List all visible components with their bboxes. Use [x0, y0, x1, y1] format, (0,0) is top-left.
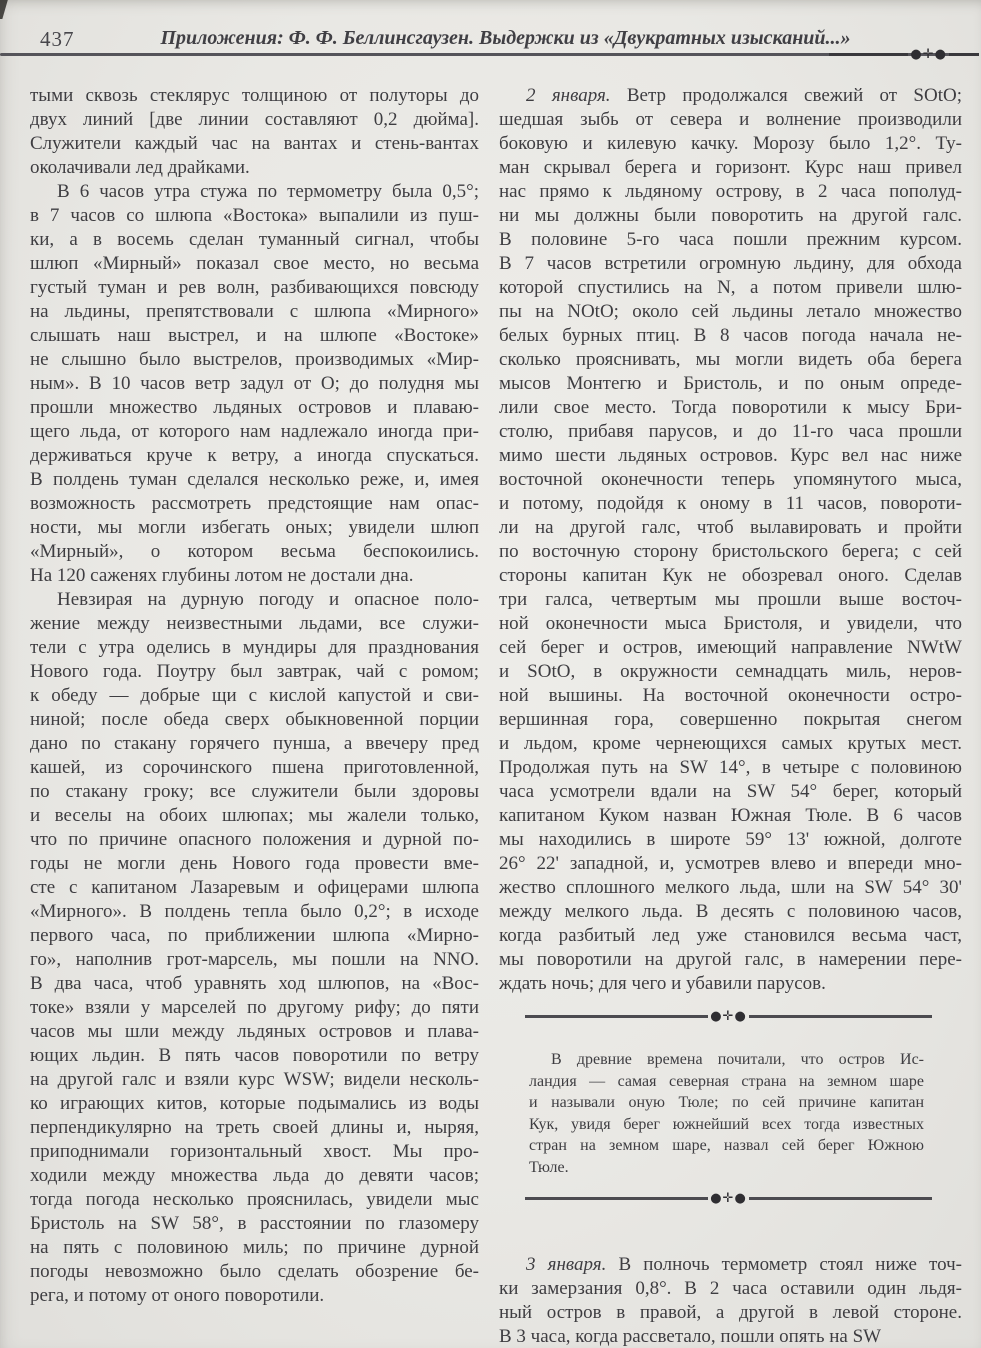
floral-divider-icon: ●✛●	[710, 1009, 747, 1024]
text-line: в 7 часов со шлюпа «Востока» выпалили из пуш-	[30, 205, 479, 226]
text-line: Кук, увидя берег южнейший всех тогда известных	[529, 1115, 924, 1133]
text-line: прошли множество льдяных островов и плаваю-	[30, 397, 479, 418]
text-line: по стакану гроку; все служители были здоровы	[30, 781, 479, 802]
text-line: на другой галс и взяли курс WSW; видели несколь-	[30, 1069, 479, 1090]
text-line: белых бурных птиц. В 8 часов погода начала не-	[499, 325, 962, 346]
text-line: двух линий [две линии составляют 0,2 дюйма].	[30, 109, 479, 130]
text-line: тогда погода несколько прояснилась, увидели мыс	[30, 1189, 479, 1210]
ornament-line	[749, 1197, 932, 1200]
text-line: В половине 5-го часа пошли прежним курсом.	[499, 229, 962, 250]
text-line: В 3 часа, когда рассветало, пошли опять на SW	[499, 1326, 882, 1347]
text-line: первого часа, по приближении шлюпа «Мирно-	[30, 925, 479, 946]
right-column	[499, 84, 962, 1348]
text-line: Служители каждый час на вантах и стень-вантах	[30, 133, 479, 154]
text-line: и потому, подойдя к оному в 11 часов, повороти-	[499, 493, 962, 514]
text-line: на пять с половиною миль; по причине дурной	[30, 1237, 479, 1258]
date-lead-italic: 2 января.	[526, 85, 627, 106]
text-line: Нового года. Поутру был завтрак, чай с ромом;	[30, 661, 479, 682]
text-line: ходили между множества льда до девяти часов;	[30, 1165, 479, 1186]
text-line: ландия — самая северная страна на земном шаре	[529, 1072, 924, 1090]
text-line: столю, прибавя парусов, и до 11-го часа прошли	[499, 421, 962, 442]
text-line: Бристоль на SW 58°, в расстоянии по глазомеру	[30, 1213, 479, 1234]
text-line: жение между неизвестными льдами, все служи-	[30, 613, 479, 634]
text-line: ки замерзания 0,8°. В 2 часа оставили один льдя-	[499, 1278, 962, 1299]
text-line: и называли оную Тюле; по сей причине капитан	[529, 1094, 924, 1111]
text-line: Тюле.	[529, 1158, 569, 1176]
text-line: приподнимали горизонтальный хвост. Мы про-	[30, 1141, 479, 1162]
text-line: рега, и потому от оного поворотили.	[30, 1285, 325, 1306]
text-line: и веселы на обоих шлюпах; мы жалели только,	[30, 805, 479, 826]
header-divider-ornament	[829, 48, 979, 61]
paragraph	[499, 84, 962, 996]
text-line: «Мирный», о котором весьма беспокоились.	[30, 541, 479, 562]
section-divider	[525, 1010, 932, 1023]
text-line: мысов Монтегю и Бристоль, и по оным опреде-	[499, 373, 962, 394]
floral-divider-icon: ●✛●	[710, 1191, 747, 1206]
text-line: В древние времена почитали, что остров Ис-	[551, 1051, 924, 1068]
text-line: ки, а в восемь сделан туманный сигнал, чтобы	[30, 229, 479, 250]
text-line: годы не могли день Нового года провести вме-	[30, 853, 479, 874]
text-line: к обеду — добрые щи с кислой капустой и сви-	[30, 685, 479, 706]
text-line: ным». В 10 часов ветр задул от О; до полудня мы	[30, 373, 479, 394]
text-line: тыми сквозь стеклярус толщиною от полуторы до	[30, 85, 479, 106]
text-line: слышать наш выстрел, и на шлюпе «Востоке»	[30, 325, 479, 346]
paragraph	[30, 84, 479, 180]
text-line: токе» взяли у марселей по другому рифу; до пяти	[30, 997, 479, 1018]
text-line: 3 января. В полночь термометр стоял ниже точ-	[526, 1254, 962, 1275]
text-line: В 7 часов встретили огромную льдину, для обхода	[499, 253, 962, 274]
ornament-line	[525, 1197, 708, 1200]
text-line: боковую и килевую качку. Морозу было 1,2°. Ту-	[499, 133, 962, 154]
text-line: На 120 саженях глубины лотом не достали дна.	[30, 565, 414, 586]
text-line: восточной оконечности теперь упомянутого мыса,	[499, 469, 962, 490]
text-line: ни мы должны были поворотить на другой галс.	[499, 205, 962, 226]
text-line: 26° 22' западной, и, усмотрев влево и впереди мно-	[499, 853, 962, 874]
text-line: возможность рассмотреть предстоящие нам опас-	[30, 493, 479, 514]
footnote-block	[529, 1049, 924, 1178]
page-number: 437	[40, 27, 75, 51]
text-line: капитаном Куком назван Южная Тюле. В 6 часов	[499, 805, 962, 826]
text-line: густый туман и рев волн, разбивающихся повсюду	[30, 277, 479, 298]
header-rule	[0, 53, 967, 56]
text-line: го», наполнив грот-марсель, мы пошли на NNO.	[30, 949, 479, 970]
text-line: которой спустились на N, а потом привели шлю-	[499, 277, 962, 298]
text-line: ман скрывал берега и горизонт. Курс наш привел	[499, 157, 962, 178]
text-line: В 6 часов утра стужа по термометру была 0,5°;	[57, 181, 479, 202]
ornament-line	[829, 53, 908, 56]
text-line: что по причине опасного положения и дурной по-	[30, 829, 479, 850]
ornament-line	[525, 1015, 708, 1018]
paragraph	[499, 1253, 962, 1348]
text-line: щего льда, от которого нам надлежало иногда при-	[30, 421, 479, 442]
text-line: стороны капитан Кук не обозревал оного. Сделав	[499, 565, 962, 586]
text-line: по восточную сторону бристольского берега; с сей	[499, 541, 962, 562]
text-line: когда разбитый лед уже становился весьма част,	[499, 925, 962, 946]
text-line: околачивали лед драйками.	[30, 157, 250, 178]
left-column	[30, 84, 479, 1308]
text-line: перпендикулярно на треть своей длины и, ныряя,	[30, 1117, 479, 1138]
text-line: В два часа, чтоб уравнять ход шлюпов, на «Вос-	[30, 973, 479, 994]
text-line: мы находились в широте 59° 13' южной, долготе	[499, 829, 962, 850]
text-line: пы на NOtO; около сей льдины летало множество	[499, 301, 962, 322]
text-line: сей берег и остров, имеющий направление NWtW	[499, 637, 962, 658]
text-line: ной оконечности мыса Бристоля, и увидели, что	[499, 613, 962, 634]
text-line: вершинная гора, совершенно покрытая снегом	[499, 709, 962, 730]
text-line: ли на другой галс, чтоб вылавировать и пройти	[499, 517, 962, 538]
text-line: ной вышины. На восточной оконечности остро-	[499, 685, 962, 706]
text-line: мы поворотили на другой галс, в намерении пере-	[499, 949, 962, 970]
text-line: дано по стакану горячего пунша, а ввечеру пред	[30, 733, 479, 754]
text-line: шлюп «Мирный» показал свое место, но весьма	[30, 253, 479, 274]
text-line: часа усмотрели вдали на SW 54° берег, который	[499, 781, 962, 802]
text-line: ждать ночь; для чего и убавили парусов.	[499, 973, 826, 994]
text-line: и SOtO, в окружности семнадцать миль, неров-	[499, 661, 962, 682]
section-divider	[525, 1192, 932, 1205]
text-line: ности, мы могли избегать оных; увидели шлюп	[30, 517, 479, 538]
text-line: на льдины, препятствовали с шлюпа «Мирного»	[30, 301, 479, 322]
paragraph	[529, 1049, 924, 1178]
text-line: лили свое место. Тогда поворотили к мысу Бри-	[499, 397, 962, 418]
text-line: сколько прояснивать, мы могли видеть оба берега	[499, 349, 962, 370]
text-line: В полдень туман сделался несколько реже, и, имея	[30, 469, 479, 490]
text-line: стран на земном шаре, назвал сей берег Южною	[529, 1137, 924, 1154]
text-line: Продолжая путь на SW 14°, в четыре с половиною	[499, 757, 962, 778]
text-line: «Мирного». В полдень тепла было 0,2°; в исходе	[30, 901, 479, 922]
text-line: не слышно было выстрелов, производимых «Мир-	[30, 349, 479, 370]
text-line: часов мы шли между льдяных островов и плава-	[30, 1021, 479, 1042]
text-line: нас прямо к льдяному острову, в 2 часа пополуд-	[499, 181, 962, 202]
text-line: между мелкого льда. В десять с половиною часов,	[499, 901, 962, 922]
text-line: ный остров в правой, а другой в левой стороне.	[499, 1302, 962, 1323]
text-line: ющих льдин. В пять часов поворотили по ветру	[30, 1045, 479, 1066]
running-header-title: Приложения: Ф. Ф. Беллинсгаузен. Выдержки из «Двукратных изысканий...»	[160, 27, 851, 49]
text-line: ко играющих китов, которые подымались из воды	[30, 1093, 479, 1114]
text-line: мимо шести льдяных островов. Курс вел нас ниже	[499, 445, 962, 466]
text-line: три галса, четвертым мы прошли выше восточ-	[499, 589, 962, 610]
text-line: сте с капитаном Лазаревым и офицерами шлюпа	[30, 877, 479, 898]
ornament-line	[949, 53, 979, 56]
paragraph	[30, 588, 479, 1308]
text-line: 2 января. Ветр продолжался свежий от SOtO;	[526, 85, 962, 106]
date-lead-italic: 3 января.	[526, 1254, 619, 1275]
text-line: держиваться круче к ветру, а иногда спускаться.	[30, 445, 479, 466]
text-line: ниной; после обеда сверх обыкновенной порции	[30, 709, 479, 730]
text-line: погоды невозможно было сделать обозрение бе-	[30, 1261, 479, 1282]
ornament-line	[749, 1015, 932, 1018]
text-line: Невзирая на дурную погоду и опасное поло-	[57, 589, 479, 610]
text-line: тели с утра оделись в мундиры для празднования	[30, 637, 479, 658]
floral-divider-icon: ●✛●	[910, 47, 947, 62]
scan-corner-artifact	[0, 0, 13, 19]
text-line: кашей, из сорочинского пшена приготовленной,	[30, 757, 479, 778]
text-line: жество сплошного мелкого льда, шли на SW 54° 30'	[499, 877, 962, 898]
paragraph	[30, 180, 479, 588]
text-line: шедшая зыбь от севера и волнение производили	[499, 109, 962, 130]
text-line: и льдом, кроме чернеющихся самых крутых мест.	[499, 733, 962, 754]
